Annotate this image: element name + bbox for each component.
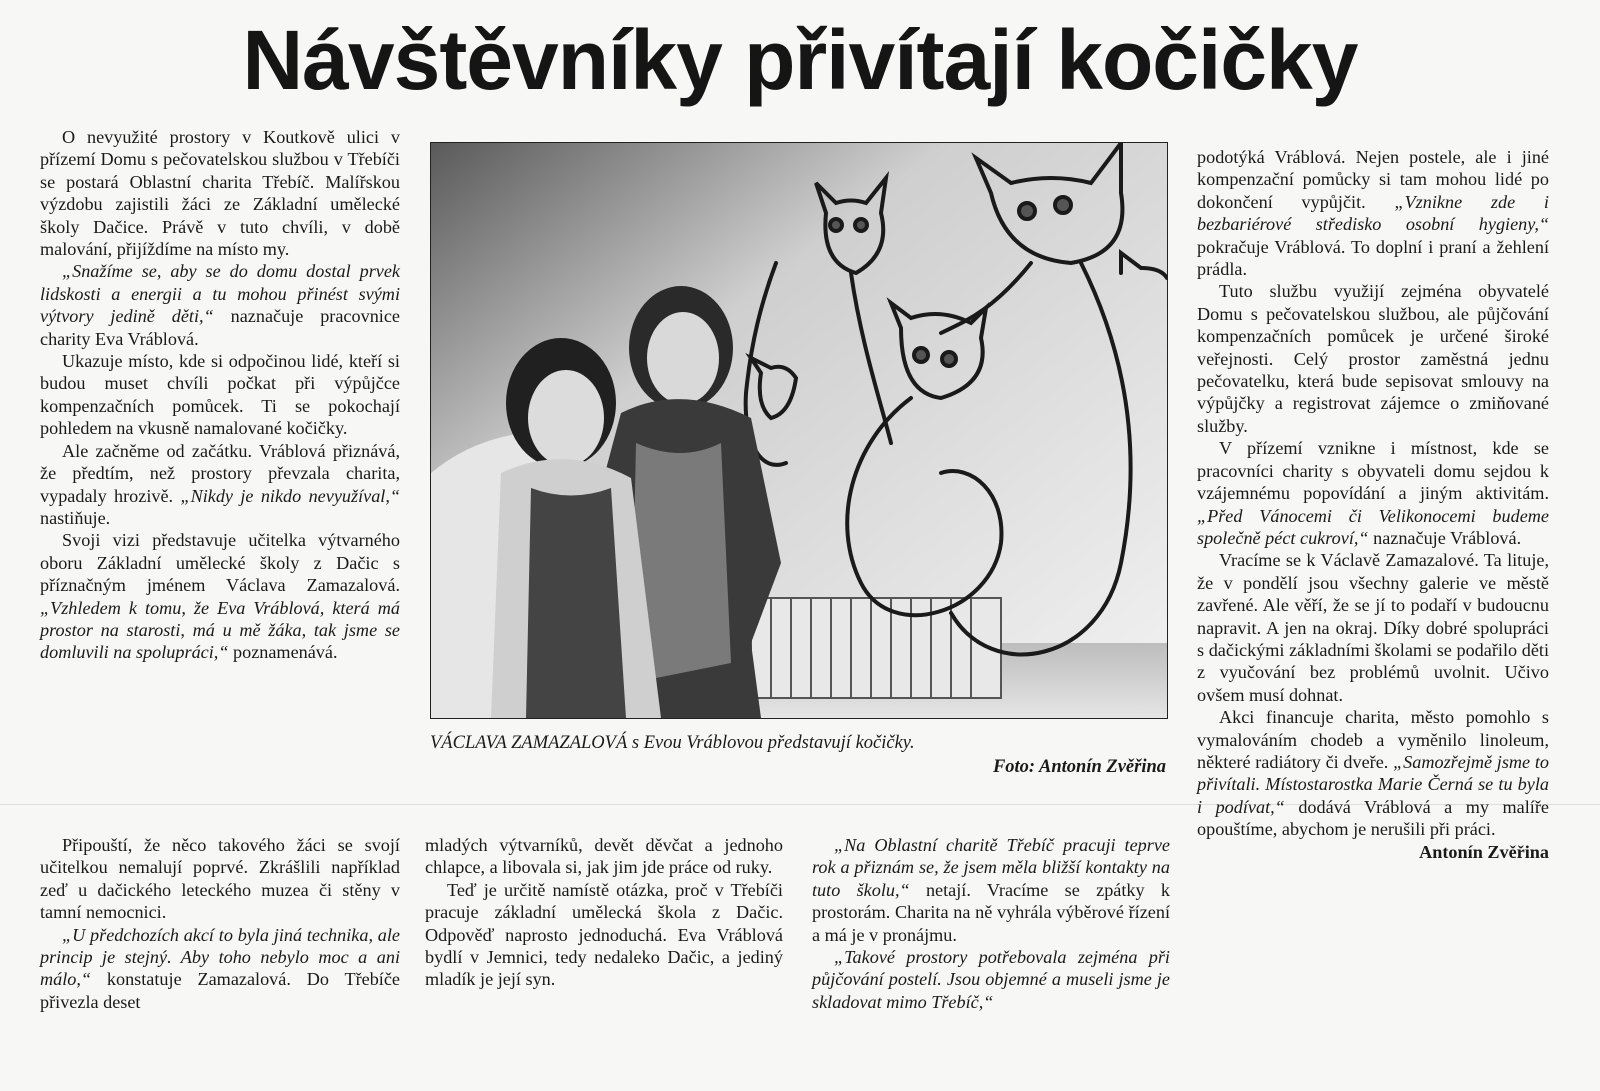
article-headline: Návštěvníky přivítají kočičky [242,13,1358,107]
photo-illustration [431,143,1167,718]
paragraph: Připouští, že něco takového žáci se svojí učitelkou nemalují poprvé. Zkrášlili například zeď u dačického leteckého muzea či stěny v tamní nemocnici. [40,835,400,923]
article-column-4 [1197,146,1549,863]
photo-credit: Foto: Antonín Zvěřina [992,757,1166,777]
article-photo [430,142,1168,719]
paragraph: „Na Oblastní charitě Třebíč pracuji teprve rok a přiznám se, že jsem měla bližší kontakty na tuto školu,“ netají. Vracíme se zpátky k prostorám. Charita na ně vyhrála výběrové řízení a má je v pronájmu. [812,835,1170,945]
paragraph: O nevyužité prostory v Koutkově ulici v přízemí Domu s pečovatelskou službou v Třebíči se postará Oblastní charita Třebíč. Malířskou výzdobu zajistili žáci ze Základní umělecké školy Dačice. Právě v tuto chvíli, v době malování, přijíždíme na místo my. [40,127,400,260]
paragraph: „Takové prostory potřebovala zejména při půjčování postelí. Jsou objemné a museli jsme je skladovat mimo Třebíč,“ [812,947,1170,1012]
paragraph: Tuto službu využijí zejména obyvatelé Domu s pečovatelskou službou, ale půjčování kompenzačních pomůcek je určené široké veřejnosti. Celý prostor zaměstná jednu pečovatelku, která bude sepisovat smlouvy na výpůjčky a registrovat zájemce o zmiňované služby. [1197,281,1549,436]
article-column-1-bottom [40,834,400,1013]
paragraph: V přízemí vznikne i místnost, kde se pracovníci charity s obyvateli domu sejdou k vzájemnému popovídání a jiným aktivitám. „Před Vánocemi či Velikonocemi budeme společně péct cukroví,“ naznačuje Vráblová. [1197,438,1549,548]
paragraph: Ukazuje místo, kde si odpočinou lidé, kteří si budou muset chvíli počkat při výpůjčce kompenzačních pomůcek. Ti se pokochají pohledem na vkusně namalované kočičky. [40,351,400,439]
article-column-3 [812,834,1170,1013]
photo-caption: VÁCLAVA ZAMAZALOVÁ s Evou Vráblovou představují kočičky. [430,733,915,753]
paragraph: Vracíme se k Václavě Zamazalové. Ta lituje, že v pondělí jsou všechny galerie ve městě zavřené. Ale věří, že se jí to podaří v budoucnu napravit. A jen na okraj. Díky dobré spolupráci s dačickými základními školami se podařilo děti z vyučování bez problémů uvolnit. Učivo ovšem musí dohnat. [1197,550,1549,705]
paragraph: mladých výtvarníků, devět děvčat a jednoho chlapce, a libovala si, jak jim jde práce od ruky. [425,835,783,878]
paragraph: Akci financuje charita, město pomohlo s vymalováním chodeb a vyměnilo linoleum, některé radiátory či dveře. „Samozřejmě jsme to přivítali. Místostarostka Marie Černá se tu byla i podívat,“ dodává Vráblová a my malíře opouštíme, abychom je nerušili při práci. Antonín Zvěřina [1197,707,1549,862]
article-column-1-top [40,126,400,664]
paragraph: „Snažíme se, aby se do domu dostal prvek lidskosti a energii a tu mohou přinést svými výtvory jedině děti,“ naznačuje pracovnice charity Eva Vráblová. [40,261,400,349]
paragraph: Teď je určitě namístě otázka, proč v Třebíči pracuje základní umělecká škola z Dačic. Odpověď naprosto jednoduchá. Eva Vráblová bydlí v Jemnici, tedy nedaleko Dačic, a jediný mladík je její syn. [425,879,783,990]
paragraph: „U předchozích akcí to byla jiná technika, ale princip je stejný. Aby toho nebylo moc a ani málo,“ konstatuje Zamazalová. Do Třebíče přivezla deset [40,924,400,1012]
author-byline: Antonín Zvěřina [1419,841,1549,862]
article-column-2 [425,834,783,991]
paragraph: Ale začněme od začátku. Vráblová přiznává, že předtím, než prostory převzala charita, vypadaly hrozivě. „Nikdy je nikdo nevyužíval,“ nastiňuje. [40,440,401,528]
paragraph: Svoji vizi představuje učitelka výtvarného oboru Základní umělecké školy z Dačic s příznačným jménem Václava Zamazalová. „Vzhledem k tomu, že Eva Vráblová, která má prostor na starosti, má u mě žáka, tak jsme se domluvili na spolupráci,“ poznamenává. [40,530,400,663]
paragraph: podotýká Vráblová. Nejen postele, ale i jiné kompenzační pomůcky si tam mohou lidé po dokončení vypůjčit. „Vznikne zde i bezbariérové středisko osobní hygieny,“ pokračuje Vráblová. To doplní i praní a žehlení prádla. [1197,147,1549,280]
